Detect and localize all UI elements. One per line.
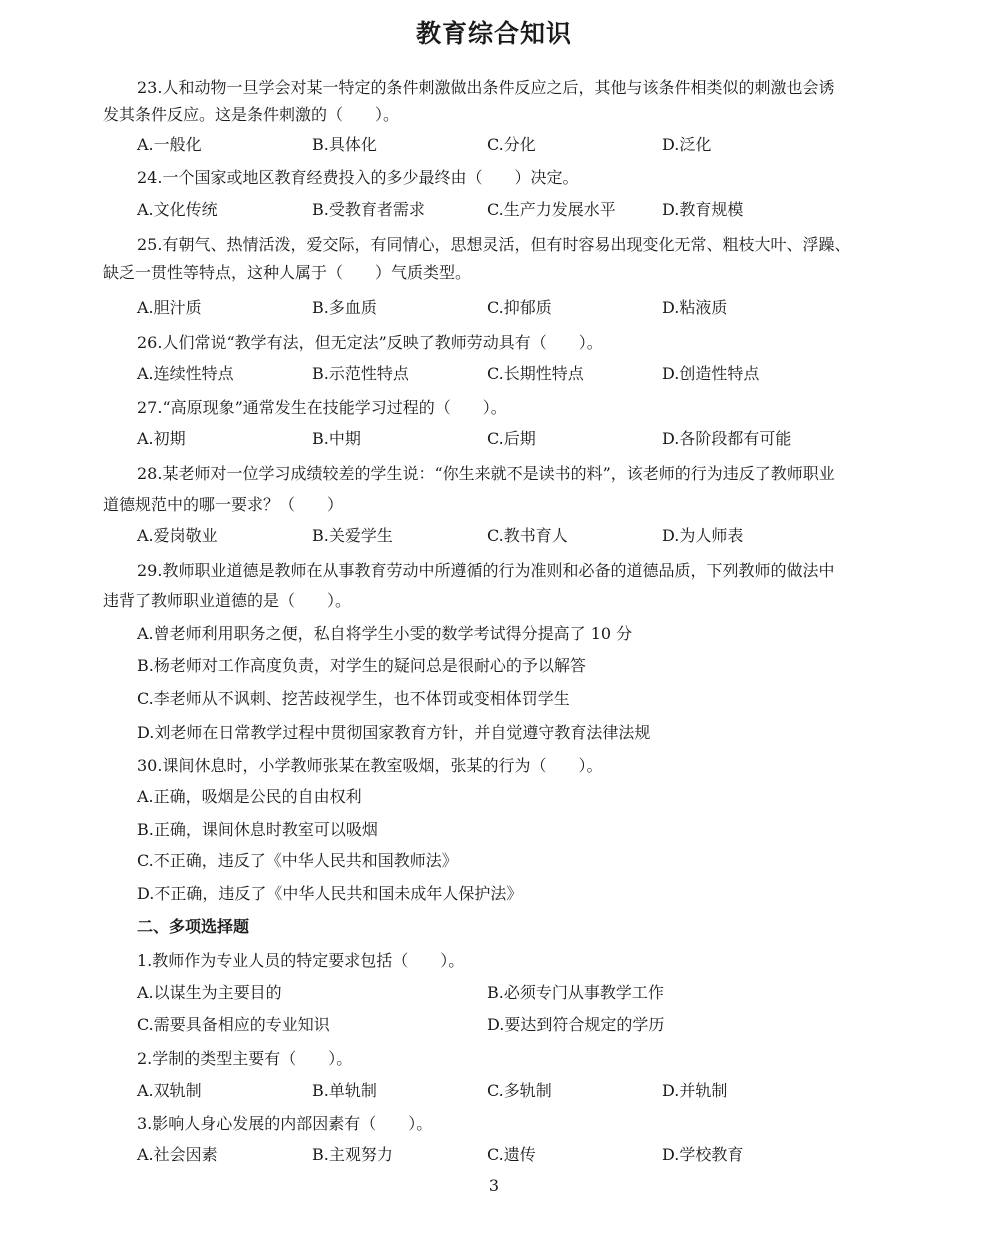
multi-question-1-option-d: D.要达到符合规定的学历 [487, 1015, 665, 1034]
question-25-option-a: A.胆汁质 [137, 298, 202, 317]
question-24-option-d: D.教育规模 [662, 200, 744, 219]
question-28-text-cont: 道德规范中的哪一要求？（ ） [103, 495, 344, 514]
question-29-text: 29.教师职业道德是教师在从事教育劳动中所遵循的行为准则和必备的道德品质，下列教师的做法中 [137, 561, 835, 580]
question-28-text: 28.某老师对一位学习成绩较差的学生说：“你生来就不是读书的料”，该老师的行为违反了教师职业 [137, 464, 835, 483]
question-30-option-b: B.正确，课间休息时教室可以吸烟 [137, 820, 378, 839]
question-24-option-c: C.生产力发展水平 [487, 200, 616, 219]
question-29-text-cont: 违背了教师职业道德的是（ ）。 [103, 591, 352, 610]
multi-question-1-option-a: A.以谋生为主要目的 [137, 983, 282, 1002]
question-30-option-c: C.不正确，违反了《中华人民共和国教师法》 [137, 851, 458, 870]
question-29-option-b: B.杨老师对工作高度负责，对学生的疑问总是很耐心的予以解答 [137, 656, 586, 675]
question-23-text-cont: 发其条件反应。这是条件刺激的（ ）。 [103, 105, 400, 124]
question-23-text: 23.人和动物一旦学会对某一特定的条件刺激做出条件反应之后，其他与该条件相类似的刺激也会诱 [137, 78, 835, 97]
question-27-option-b: B.中期 [312, 429, 361, 448]
question-30-option-d: D.不正确，违反了《中华人民共和国未成年人保护法》 [137, 884, 523, 903]
multi-question-3-option-b: B.主观努力 [312, 1145, 393, 1164]
page-title: 教育综合知识 [415, 19, 572, 48]
question-27-option-a: A.初期 [137, 429, 186, 448]
multi-question-2-option-d: D.并轨制 [662, 1081, 728, 1100]
multi-question-3-option-d: D.学校教育 [662, 1145, 744, 1164]
question-27-text: 27.“高原现象”通常发生在技能学习过程的（ ）。 [137, 398, 507, 417]
question-29-option-c: C.李老师从不讽刺、挖苦歧视学生，也不体罚或变相体罚学生 [137, 689, 570, 708]
question-23-option-a: A.一般化 [137, 135, 202, 154]
multi-question-1-option-b: B.必须专门从事教学工作 [487, 983, 664, 1002]
multi-question-2-option-c: C.多轨制 [487, 1081, 552, 1100]
section-heading-multiple-choice: 二、多项选择题 [137, 917, 250, 936]
question-25-option-b: B.多血质 [312, 298, 377, 317]
question-28-option-c: C.教书育人 [487, 526, 568, 545]
question-26-option-b: B.示范性特点 [312, 364, 409, 383]
multi-question-3-option-c: C.遗传 [487, 1145, 536, 1164]
question-25-text: 25.有朝气、热情活泼，爱交际，有同情心，思想灵活，但有时容易出现变化无常、粗枝大叶、浮躁、 [137, 235, 851, 254]
question-30-option-a: A.正确，吸烟是公民的自由权利 [137, 787, 362, 806]
question-25-option-c: C.抑郁质 [487, 298, 552, 317]
question-24-text: 24.一个国家或地区教育经费投入的多少最终由（ ）决定。 [137, 168, 579, 187]
question-23-option-b: B.具体化 [312, 135, 377, 154]
question-29-option-a: A.曾老师利用职务之便，私自将学生小雯的数学考试得分提高了 10 分 [137, 624, 633, 643]
multi-question-2-text: 2.学制的类型主要有（ ）。 [137, 1049, 353, 1068]
multi-question-3-option-a: A.社会因素 [137, 1145, 218, 1164]
question-27-option-d: D.各阶段都有可能 [662, 429, 792, 448]
question-30-text: 30.课间休息时，小学教师张某在教室吸烟，张某的行为（ ）。 [137, 756, 603, 775]
page-number: 3 [488, 1176, 500, 1195]
question-28-option-b: B.关爱学生 [312, 526, 393, 545]
question-23-option-c: C.分化 [487, 135, 536, 154]
question-28-option-a: A.爱岗敬业 [137, 526, 218, 545]
question-29-option-d: D.刘老师在日常教学过程中贯彻国家教育方针，并自觉遵守教育法律法规 [137, 723, 651, 742]
multi-question-3-text: 3.影响人身心发展的内部因素有（ ）。 [137, 1114, 433, 1133]
multi-question-2-option-a: A.双轨制 [137, 1081, 202, 1100]
question-24-option-b: B.受教育者需求 [312, 200, 425, 219]
question-27-option-c: C.后期 [487, 429, 536, 448]
question-25-text-cont: 缺乏一贯性等特点，这种人属于（ ）气质类型。 [103, 263, 472, 282]
question-26-option-c: C.长期性特点 [487, 364, 584, 383]
multi-question-2-option-b: B.单轨制 [312, 1081, 377, 1100]
question-26-option-a: A.连续性特点 [137, 364, 234, 383]
question-26-option-d: D.创造性特点 [662, 364, 760, 383]
question-28-option-d: D.为人师表 [662, 526, 744, 545]
question-25-option-d: D.粘液质 [662, 298, 728, 317]
multi-question-1-option-c: C.需要具备相应的专业知识 [137, 1015, 330, 1034]
question-26-text: 26.人们常说“教学有法，但无定法”反映了教师劳动具有（ ）。 [137, 333, 603, 352]
question-24-option-a: A.文化传统 [137, 200, 218, 219]
multi-question-1-text: 1.教师作为专业人员的特定要求包括（ ）。 [137, 951, 465, 970]
question-23-option-d: D.泛化 [662, 135, 712, 154]
